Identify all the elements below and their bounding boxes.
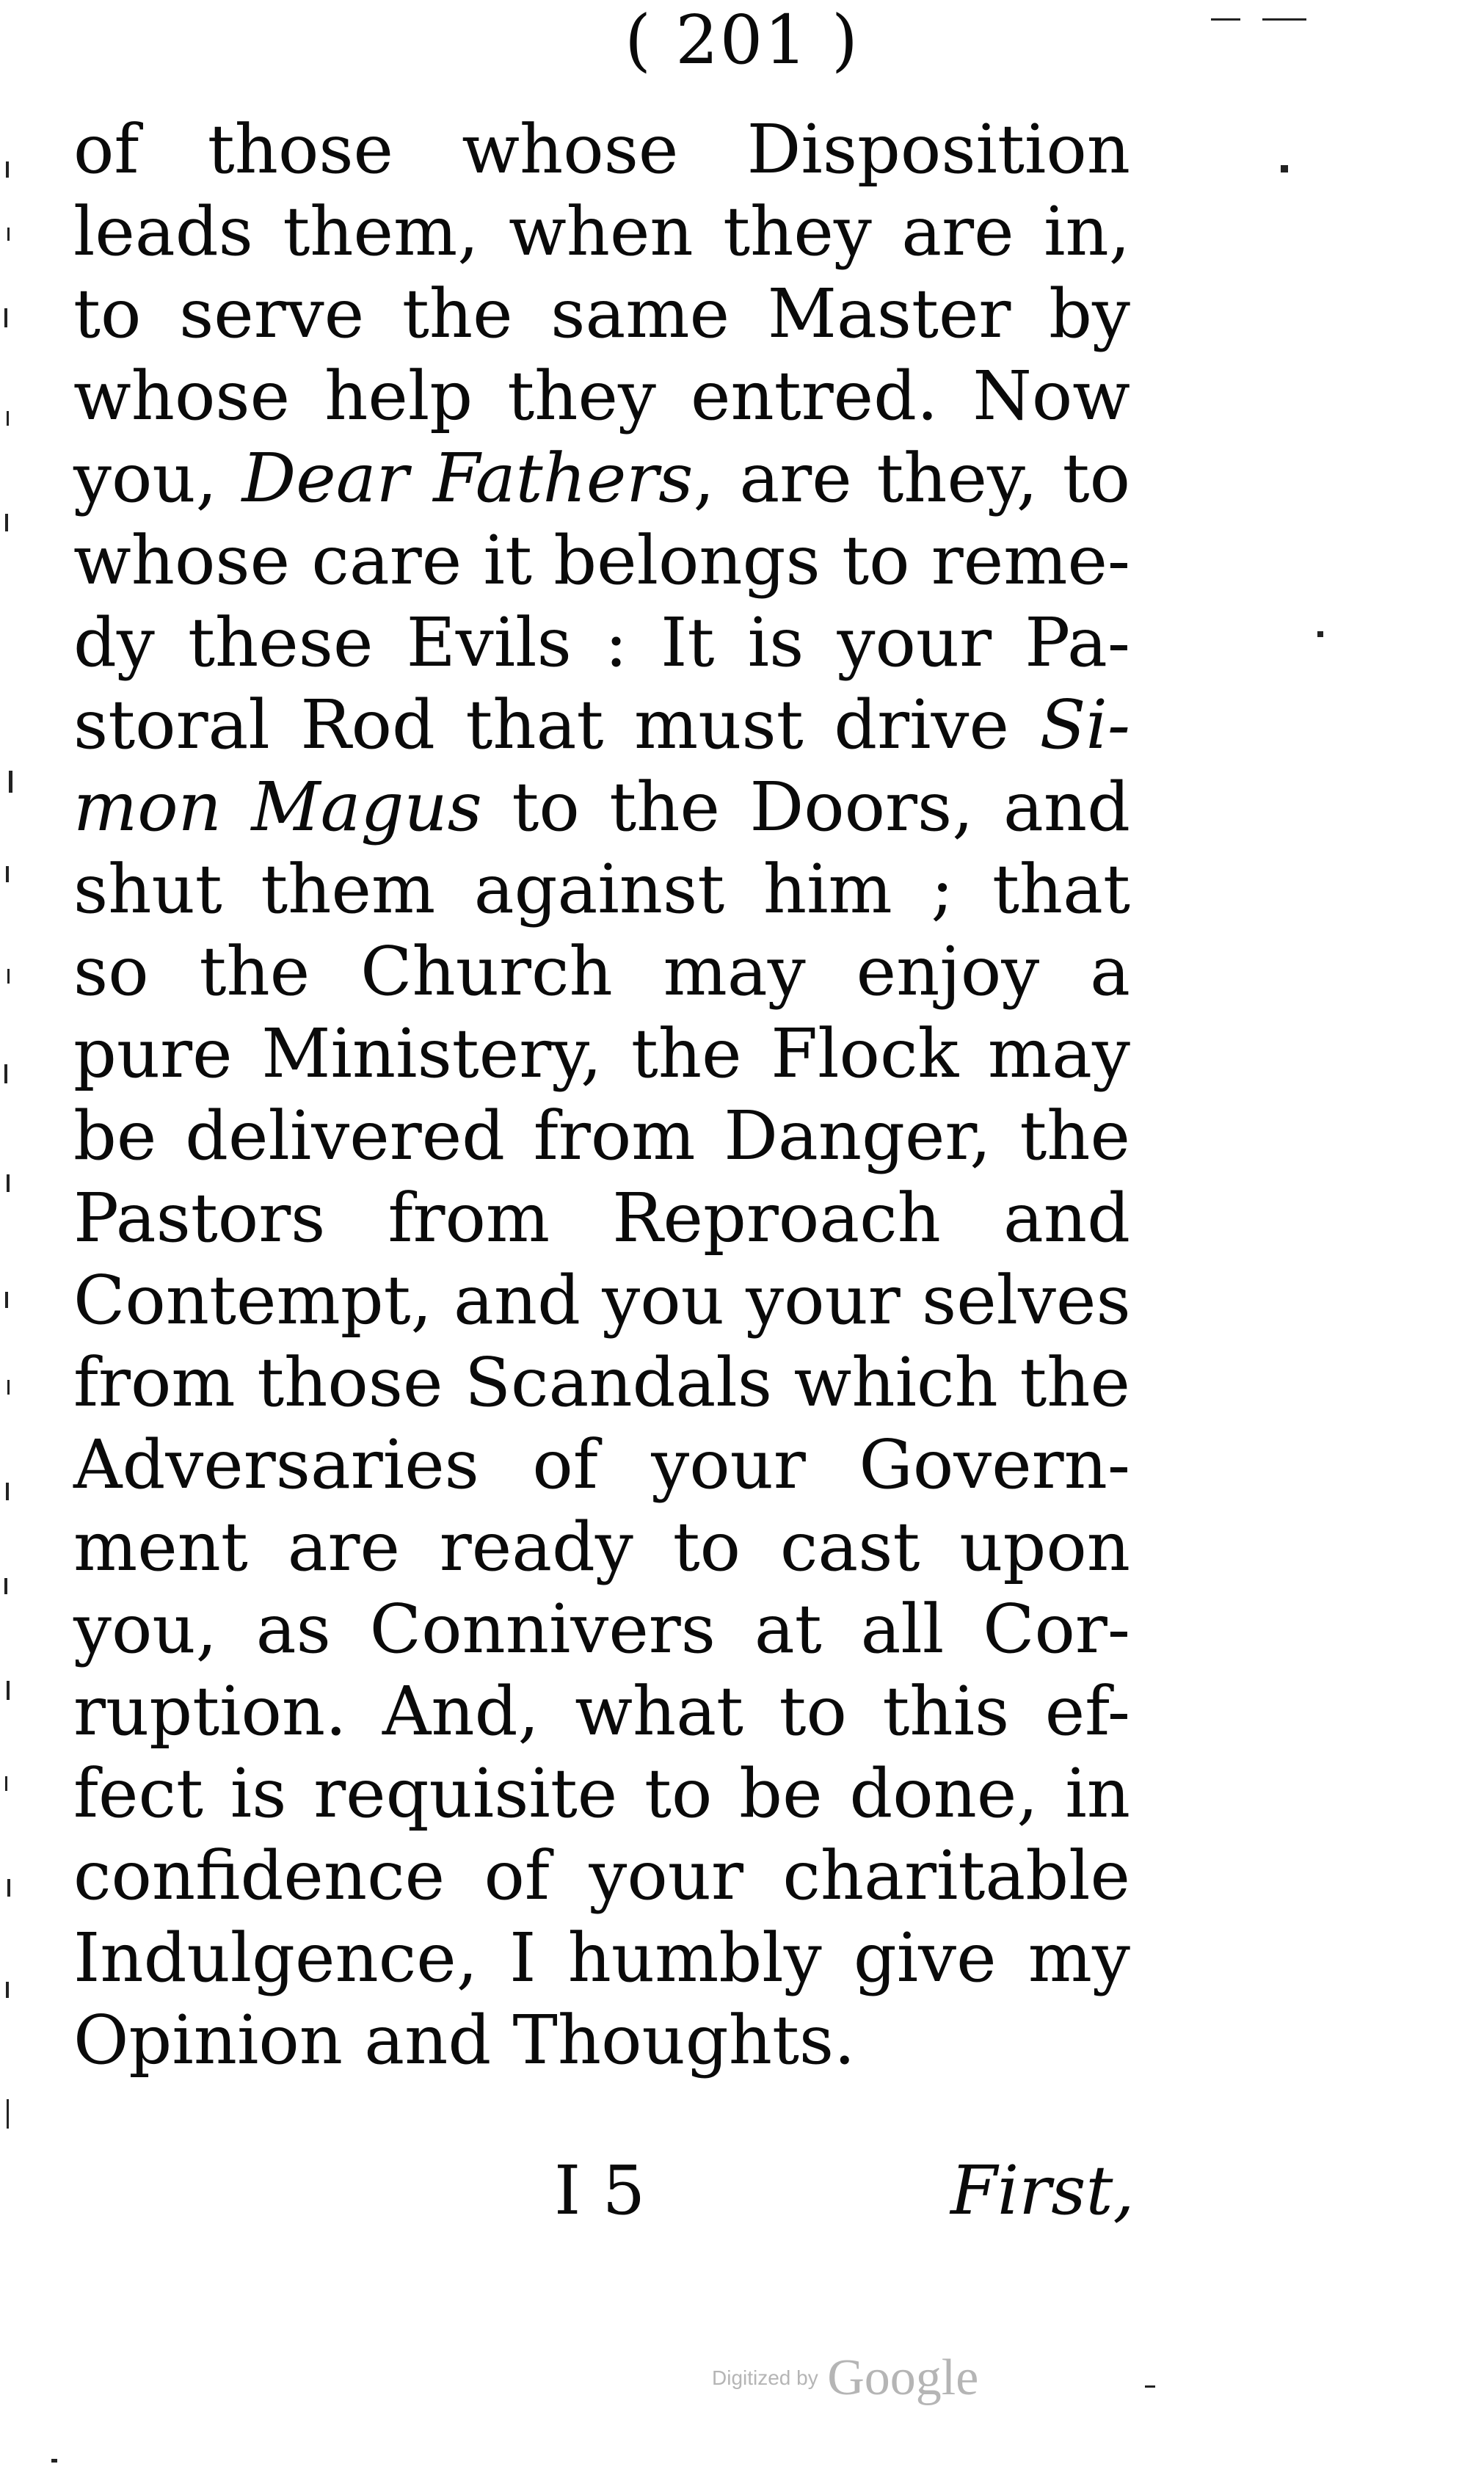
italic-text: mon Magus [73,768,482,846]
text-segment: Contempt, and you your selves [73,1261,1131,1340]
text-segment: dy these Evils : It is your Pa- [73,603,1130,682]
text-segment: , are they, to [693,439,1130,517]
text-segment: be delivered from Danger, the [73,1097,1130,1175]
italic-text: Si- [1039,686,1130,764]
italic-text: Dear Fathers [241,439,694,517]
text-segment: from those Scandals which the [73,1343,1130,1422]
text-segment: storal Rod that must drive [73,686,1040,764]
text-segment: ruption. And, what to this ef- [73,1672,1130,1751]
text-segment: Adversaries of your Govern- [73,1425,1130,1504]
text-segment: fect is requisite to be done, in [73,1754,1130,1833]
signature-mark: I 5 [554,2151,646,2230]
page-number: ( 201 ) [625,1,859,79]
text-segment: Pastors from Reproach and [73,1179,1130,1257]
text-segment: whose help they entred. Now [73,357,1130,435]
text-segment: Opinion and Thoughts. [73,2001,856,2079]
text-segment: to the Doors, and [481,768,1130,846]
text-segment: pure Ministery, the Flock may [73,1014,1130,1093]
text-segment: so the Church may enjoy a [73,932,1130,1011]
text-segment: ment are ready to cast upon [73,1508,1130,1586]
text-segment: to serve the same Master by [73,275,1130,353]
text-segment: shut them against him ; that [73,850,1130,928]
text-segment: confidence of your charitable [73,1836,1130,1915]
text-segment: Indulgence, I humbly give my [73,1919,1130,1997]
text-segment: you, as Connivers at all Cor- [73,1590,1130,1668]
text-segment: you, [73,439,242,517]
text-segment: of those whose Disposition [73,110,1130,189]
text-segment: leads them, when they are in, [73,192,1130,271]
watermark-digitized-by: Digitized by [712,2366,818,2389]
catchword: First, [950,2151,1135,2230]
watermark-brand: Google [827,2349,979,2406]
text-segment: whose care it belongs to reme- [73,521,1130,600]
